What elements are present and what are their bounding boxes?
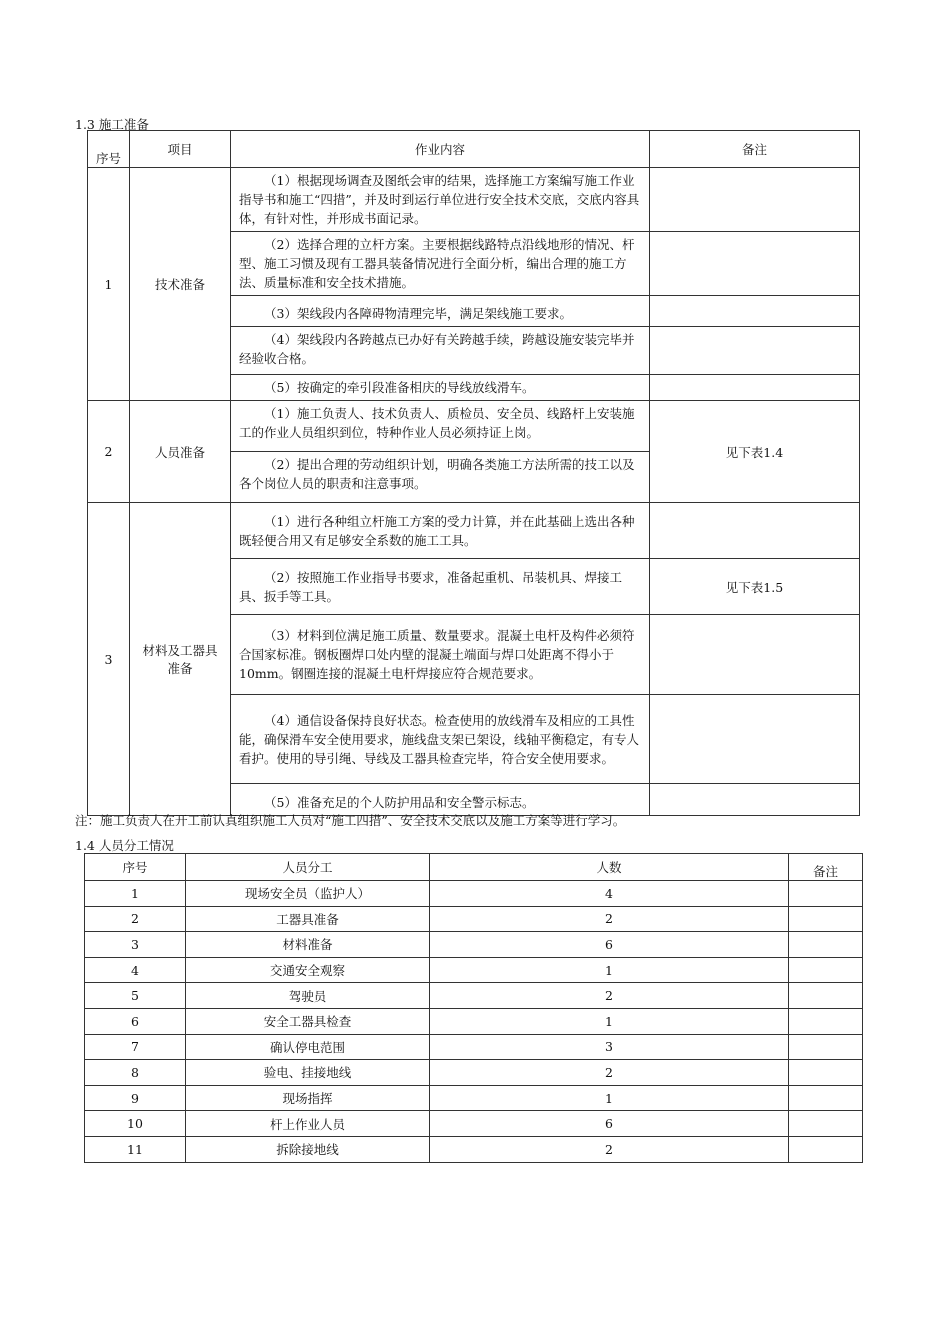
row-note (789, 1085, 863, 1111)
row-note (789, 932, 863, 958)
row-count: 6 (430, 1111, 789, 1137)
row-note (650, 695, 860, 784)
table-row (85, 1034, 863, 1060)
table-row (85, 1136, 863, 1162)
row-note (650, 503, 860, 559)
table-row (85, 1060, 863, 1086)
row-content: （2）选择合理的立杆方案。主要根据线路特点沿线地形的情况、杆型、施工习惯及现有工器具装备情况进行全面分析，编出合理的施工方法、质量标准和安全技术措施。 (231, 232, 650, 296)
row-content: （1）施工负责人、技术负责人、质检员、安全员、线路杆上安装施工的作业人员组织到位，特种作业人员必须持证上岗。 (231, 401, 650, 452)
row-count: 1 (430, 1008, 789, 1034)
row-count: 2 (430, 1060, 789, 1086)
row-note (789, 1136, 863, 1162)
row-role: 现场安全员（监护人） (186, 881, 430, 907)
row-note (650, 168, 860, 232)
row-note (650, 232, 860, 296)
table-row (85, 1111, 863, 1137)
header-note: 备注 (789, 854, 863, 881)
row-content: （3）架线段内各障碍物清理完毕，满足架线施工要求。 (231, 296, 650, 327)
section-1-4-title: 1.4 人员分工情况 (75, 838, 174, 853)
row-no: 4 (85, 957, 186, 983)
construction-prep-table (87, 130, 860, 816)
row-count: 4 (430, 881, 789, 907)
row-note (650, 327, 860, 375)
row-note (789, 983, 863, 1009)
header-content: 作业内容 (231, 131, 650, 168)
row-content: （4）通信设备保持良好状态。检查使用的放线滑车及相应的工具性能，确保滑车安全使用要求，施线盘支架已架设，线轴平衡稳定，有专人看护。使用的导引绳、导线及工器具检查完毕，符合安全使用要求。 (231, 695, 650, 784)
table-row (85, 932, 863, 958)
row-no: 11 (85, 1136, 186, 1162)
row-no: 1 (85, 881, 186, 907)
row-note: 见下表1.4 (650, 401, 860, 503)
table-row (85, 1085, 863, 1111)
row-count: 2 (430, 906, 789, 932)
row-note (650, 375, 860, 401)
row-no: 5 (85, 983, 186, 1009)
row-note: 见下表1.5 (650, 559, 860, 615)
row-count: 2 (430, 1136, 789, 1162)
row-note (789, 1034, 863, 1060)
row-content: （1）进行各种组立杆施工方案的受力计算，并在此基础上选出各种既轻便合用又有足够安全系数的施工工具。 (231, 503, 650, 559)
table-row (85, 906, 863, 932)
row-no: 2 (85, 906, 186, 932)
table-header-row (88, 131, 860, 168)
table-row (88, 401, 860, 452)
row-note (650, 296, 860, 327)
row-no: 8 (85, 1060, 186, 1086)
row-note (650, 784, 860, 816)
section-1-3-title: 1.3 施工准备 (75, 117, 149, 132)
row-no: 9 (85, 1085, 186, 1111)
row-no: 3 (85, 932, 186, 958)
row-note (789, 1060, 863, 1086)
row-no: 1 (88, 168, 130, 401)
row-content: （5）按确定的牵引段准备相庆的导线放线滑车。 (231, 375, 650, 401)
row-role: 交通安全观察 (186, 957, 430, 983)
footnote: 注：施工负责人在开工前认真组织施工人员对“施工四措”、安全技术交底以及施工方案等进行学习。 (75, 813, 626, 828)
row-role: 验电、挂接地线 (186, 1060, 430, 1086)
header-no: 序号 (85, 854, 186, 881)
row-count: 6 (430, 932, 789, 958)
row-content: （5）准备充足的个人防护用品和安全警示标志。 (231, 784, 650, 816)
row-role: 确认停电范围 (186, 1034, 430, 1060)
table-row (88, 168, 860, 232)
table-row (85, 1008, 863, 1034)
row-note (789, 906, 863, 932)
row-role: 现场指挥 (186, 1085, 430, 1111)
row-role: 杆上作业人员 (186, 1111, 430, 1137)
row-note (789, 957, 863, 983)
staffing-table-body (85, 881, 863, 1163)
row-no: 10 (85, 1111, 186, 1137)
row-note (789, 881, 863, 907)
staffing-table (84, 853, 863, 1163)
row-content: （3）材料到位满足施工质量、数量要求。混凝土电杆及构件必须符合国家标准。钢板圈焊口处内壁的混凝土端面与焊口处距离不得小于10mm。钢圈连接的混凝土电杆焊接应符合规范要求。 (231, 615, 650, 695)
header-no: 序号 (88, 131, 130, 168)
row-no: 2 (88, 401, 130, 503)
row-item-line2: 准备 (167, 661, 193, 676)
header-note: 备注 (650, 131, 860, 168)
row-count: 2 (430, 983, 789, 1009)
row-content: （2）提出合理的劳动组织计划，明确各类施工方法所需的技工以及各个岗位人员的职责和注意事项。 (231, 452, 650, 503)
row-note (650, 615, 860, 695)
row-no: 7 (85, 1034, 186, 1060)
row-item-line1: 材料及工器具 (142, 643, 218, 658)
row-role: 驾驶员 (186, 983, 430, 1009)
row-content: （4）架线段内各跨越点已办好有关跨越手续，跨越设施安装完毕并经验收合格。 (231, 327, 650, 375)
row-no: 3 (88, 503, 130, 816)
row-note (789, 1111, 863, 1137)
row-role: 安全工器具检查 (186, 1008, 430, 1034)
table-row (85, 957, 863, 983)
row-item (130, 503, 231, 816)
row-note (789, 1008, 863, 1034)
table-row (85, 983, 863, 1009)
row-no: 6 (85, 1008, 186, 1034)
row-count: 1 (430, 1085, 789, 1111)
row-role: 工器具准备 (186, 906, 430, 932)
header-item: 项目 (130, 131, 231, 168)
row-role: 拆除接地线 (186, 1136, 430, 1162)
row-content: （2）按照施工作业指导书要求，准备起重机、吊装机具、焊接工具、扳手等工具。 (231, 559, 650, 615)
row-count: 3 (430, 1034, 789, 1060)
header-count: 人数 (430, 854, 789, 881)
table-row (88, 503, 860, 559)
row-role: 材料准备 (186, 932, 430, 958)
row-item: 人员准备 (130, 401, 231, 503)
table-row (85, 881, 863, 907)
row-count: 1 (430, 957, 789, 983)
header-role: 人员分工 (186, 854, 430, 881)
row-item: 技术准备 (130, 168, 231, 401)
table-header-row (85, 854, 863, 881)
row-content: （1）根据现场调查及图纸会审的结果，选择施工方案编写施工作业指导书和施工“四措”，并及时到运行单位进行安全技术交底，交底内容具体，有针对性，并形成书面记录。 (231, 168, 650, 232)
